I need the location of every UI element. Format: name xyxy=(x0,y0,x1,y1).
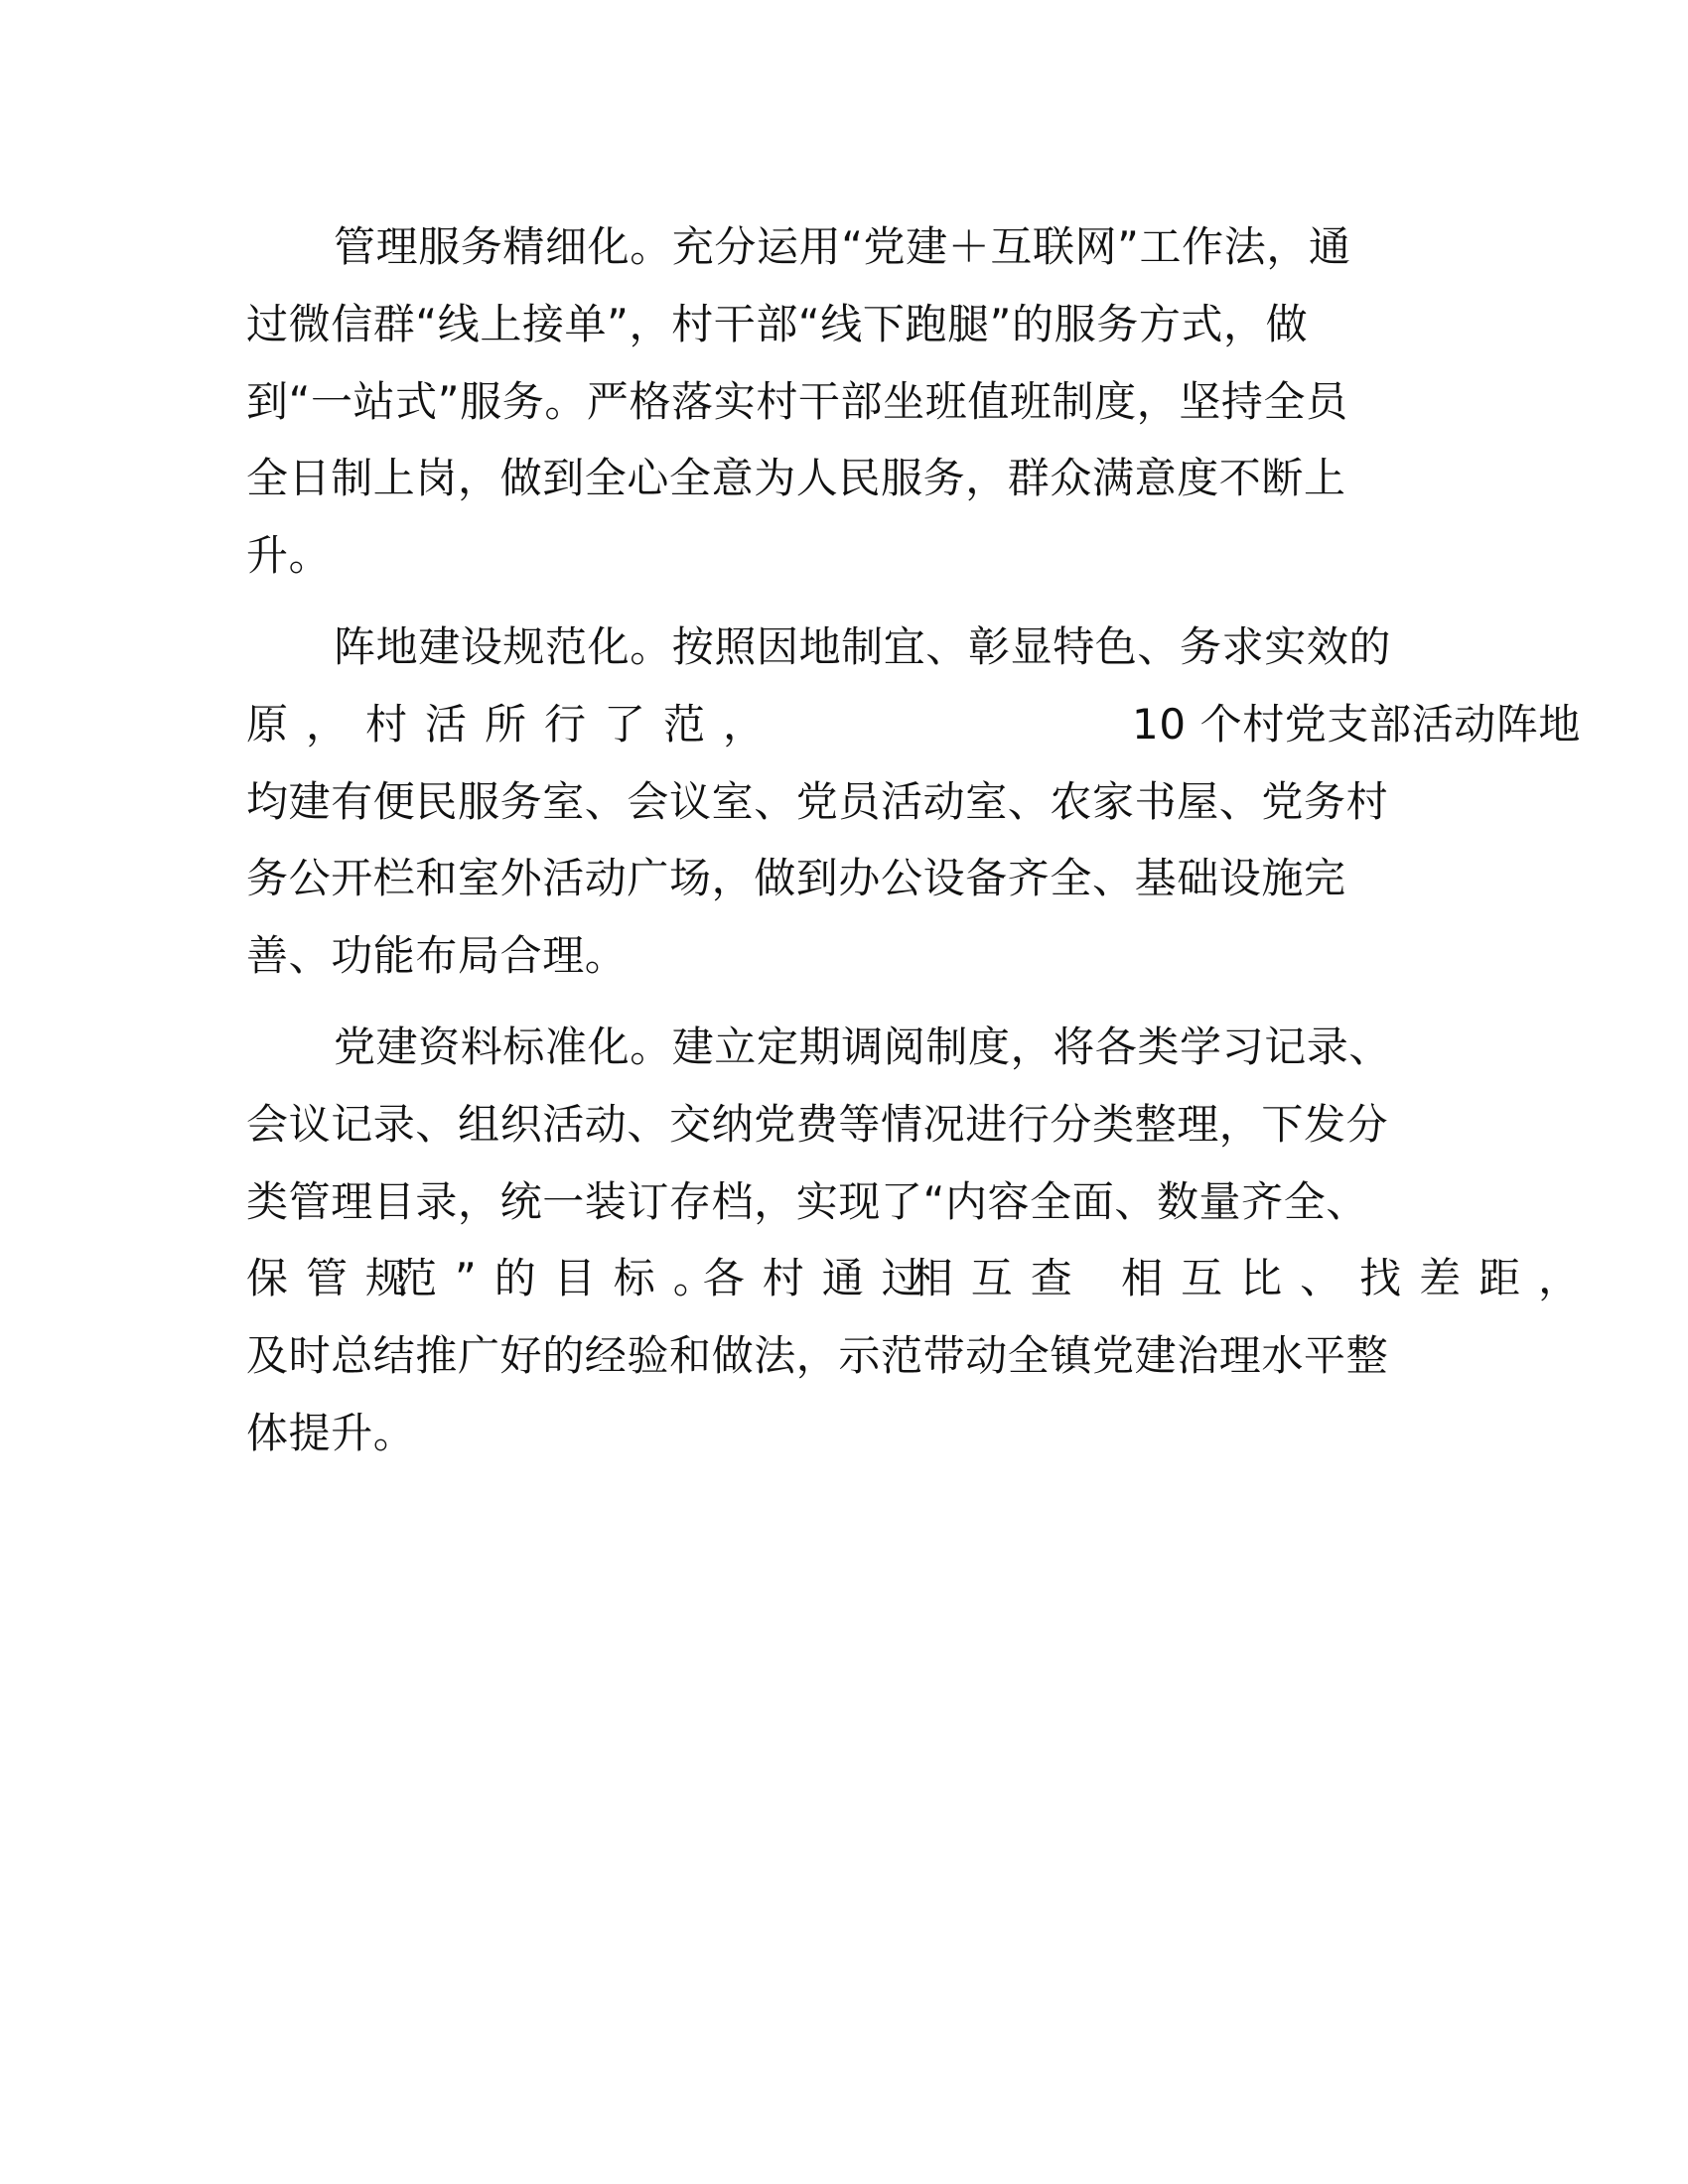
text-line-with-gap xyxy=(246,686,1582,763)
text-fragment: 相互比、找差距， xyxy=(1121,1254,1599,1303)
text-fragment: 10 个村党支部活动阵地 xyxy=(1132,699,1582,749)
text-line: 党建资料标准化。建立定期调阅制度，将各类学习记录、 xyxy=(334,1022,1392,1071)
text-line: 过微信群“线上接单”，村干部“线下跑腿”的服务方式，做 xyxy=(246,299,1309,348)
text-fragment: 保管规 xyxy=(246,1254,426,1303)
paragraph-management-service xyxy=(246,208,1434,595)
text-line: 升。 xyxy=(246,531,332,581)
text-line: 会议记录、组织活动、交纳党费等情况进行分类整理，下发分 xyxy=(246,1099,1389,1149)
text-fragment: 范”的目标。 xyxy=(395,1254,733,1303)
paragraph-position-construction xyxy=(246,609,1582,995)
text-line: 类管理目录，统一装订存档，实现了“内容全面、数量齐全、 xyxy=(246,1176,1368,1226)
text-line: 及时总结推广好的经验和做法，示范带动全镇党建治理水平整 xyxy=(246,1331,1389,1381)
text-line: 善、功能布局合理。 xyxy=(246,931,628,981)
text-line: 体提升。 xyxy=(246,1408,416,1457)
text-line: 务公开栏和室外活动广场，做到办公设备齐全、基础设施完 xyxy=(246,854,1346,903)
text-line-overlapping xyxy=(246,1240,1599,1317)
text-fragment: 相互查 xyxy=(911,1254,1090,1303)
text-line: 均建有便民服务室、会议室、党员活动室、农家书屋、党务村 xyxy=(246,776,1389,826)
text-line: 全日制上岗，做到全心全意为人民服务，群众满意度不断上 xyxy=(246,454,1346,503)
document-body xyxy=(246,208,1599,1486)
text-fragment: 原，村活所行了范， xyxy=(246,699,783,749)
text-line: 管理服务精细化。充分运用“党建＋互联网”工作法，通 xyxy=(334,222,1351,271)
paragraph-materials-standardization xyxy=(246,1009,1599,1472)
text-line: 到“一站式”服务。严格落实村干部坐班值班制度，坚持全员 xyxy=(246,376,1348,426)
text-line: 阵地建设规范化。按照因地制宜、彰显特色、务求实效的 xyxy=(334,621,1392,671)
text-fragment: 各村通过 xyxy=(702,1254,941,1303)
